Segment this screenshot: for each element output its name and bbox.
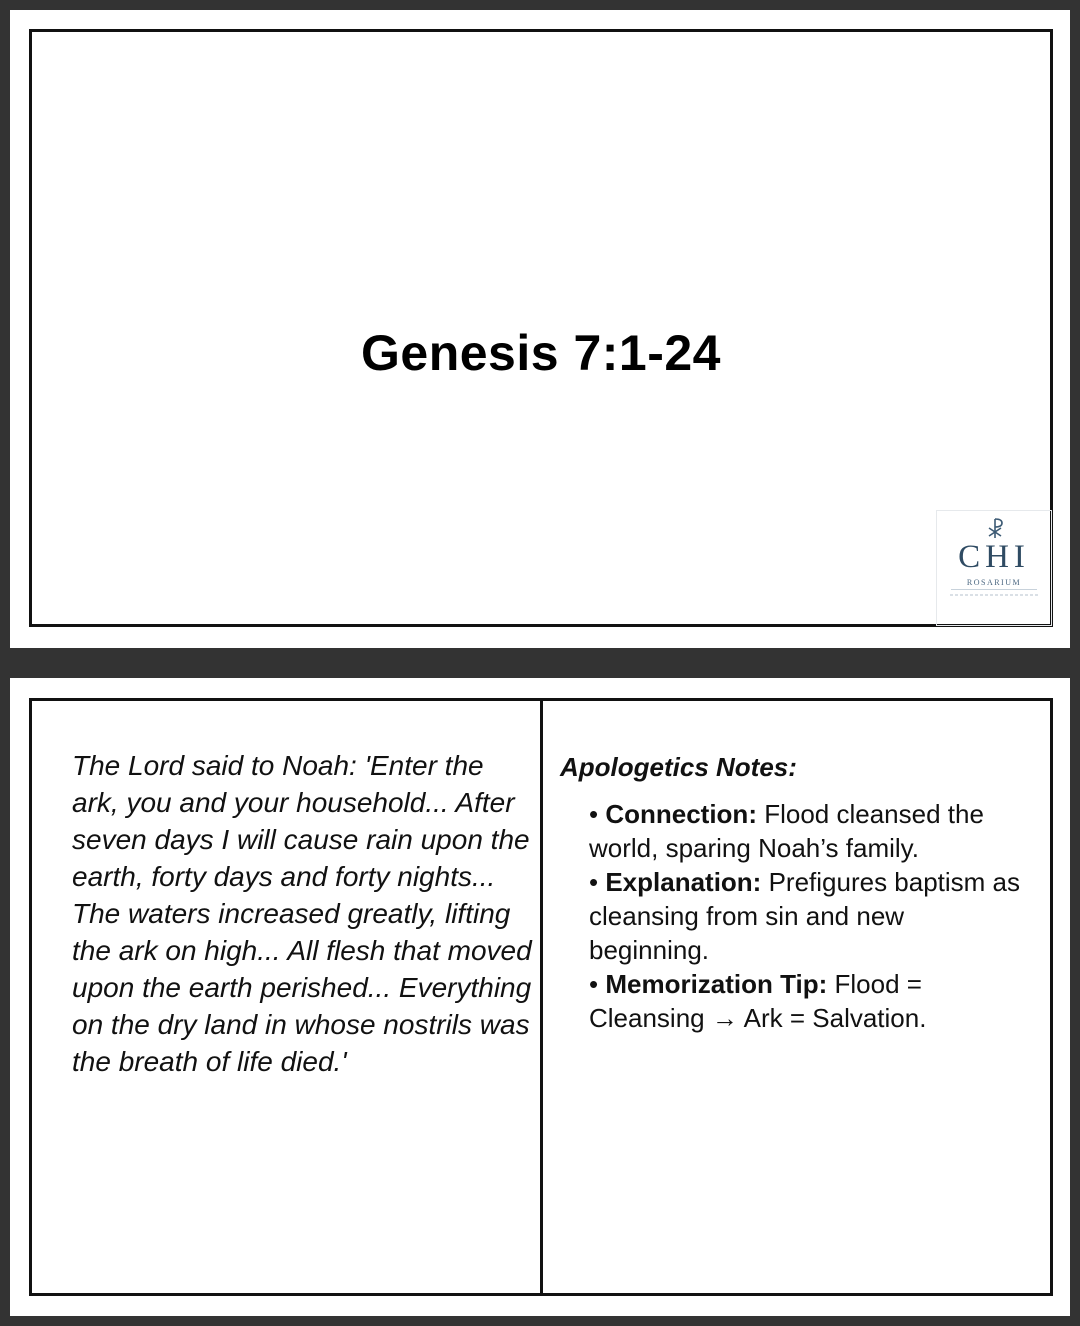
note-bullet: • bbox=[589, 799, 606, 829]
notes-list bbox=[560, 797, 1030, 1035]
apologetics-notes bbox=[560, 747, 1030, 1035]
note-term: Explanation: bbox=[605, 867, 762, 897]
flashcard-back bbox=[10, 678, 1070, 1316]
scripture-passage: The Lord said to Noah: 'Enter the ark, you and your household... After seven days I will cause rain upon the earth, forty days and forty nights... The waters increased greatly, lifting the ark on high... All flesh that moved upon the earth perished... Everything on the dry land in whose nostrils was the breath of life died.' bbox=[72, 750, 532, 1077]
column-divider bbox=[540, 701, 543, 1293]
note-memorization-tip bbox=[589, 967, 1030, 1035]
note-text: Flood cleansed the world, sparing Noah’s family. bbox=[589, 799, 984, 863]
notes-heading: Apologetics Notes: bbox=[560, 752, 797, 782]
note-term: Connection: bbox=[605, 799, 757, 829]
note-explanation bbox=[589, 865, 1030, 967]
note-text: Flood = Cleansing → Ark = Salvation. bbox=[589, 969, 927, 1033]
logo-fine-print bbox=[937, 593, 1051, 599]
logo-rule bbox=[951, 589, 1037, 590]
note-text: Prefigures baptism as cleansing from sin and new beginning. bbox=[589, 867, 1021, 965]
note-connection bbox=[589, 797, 1030, 865]
card-title: Genesis 7:1-24 bbox=[361, 324, 721, 381]
chi-rosarium-logo bbox=[936, 510, 1052, 626]
card-front-frame bbox=[29, 29, 1053, 627]
note-term: Memorization Tip: bbox=[605, 969, 828, 999]
logo-subtitle: ROSARIUM bbox=[966, 578, 1022, 587]
note-bullet: • bbox=[589, 867, 606, 897]
flashcard-front bbox=[10, 10, 1070, 648]
chi-rho-icon bbox=[937, 517, 1051, 539]
card-back-frame bbox=[29, 698, 1053, 1296]
logo-wordmark: CHI bbox=[958, 539, 1030, 575]
note-bullet: • bbox=[589, 969, 606, 999]
